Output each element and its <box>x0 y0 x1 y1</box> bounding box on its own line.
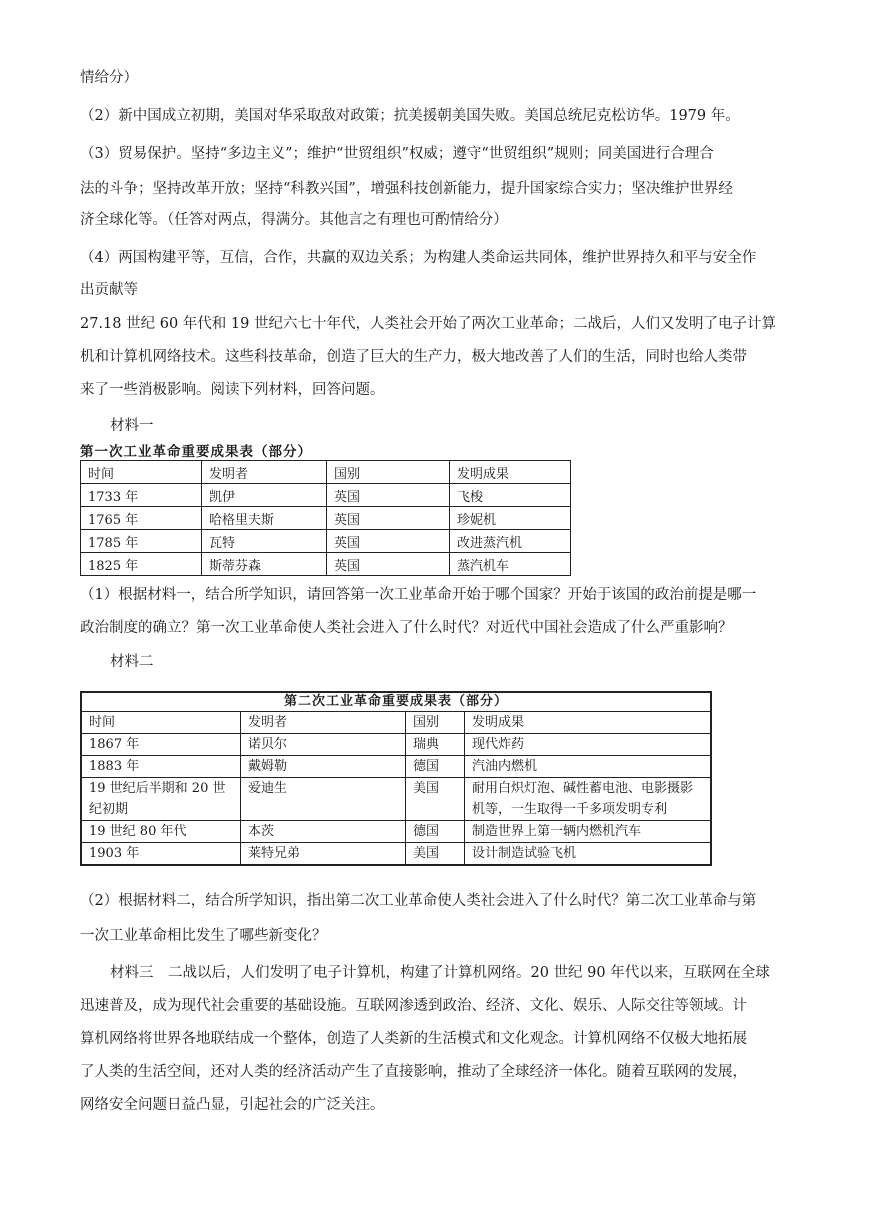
table-header-cell: 国别 <box>327 461 450 484</box>
question-27-intro-cont: 机和计算机网络技术。这些科技革命，创造了巨大的生产力，极大地改善了人们的生活，同时也给人类带 <box>80 349 747 365</box>
table-cell: 哈格里夫斯 <box>202 507 327 530</box>
table-cell: 英国 <box>327 507 450 530</box>
table-row <box>81 778 711 821</box>
table-cell: 设计制造试验飞机 <box>465 843 712 866</box>
table-2-caption: 第二次工业革命重要成果表（部分） <box>81 692 711 712</box>
question-1-text: （1）根据材料一，结合所学知识，请回答第一次工业革命开始于哪个国家？开始于该国的政治前提是哪一 <box>80 587 757 603</box>
table-cell: 1765 年 <box>81 507 202 530</box>
answer-text-line: 情给分） <box>80 70 138 86</box>
table-header-cell: 发明者 <box>202 461 327 484</box>
table-2 <box>80 691 712 866</box>
table-cell: 戴姆勒 <box>241 756 406 778</box>
question-2-text: （2）根据材料二，结合所学知识，指出第二次工业革命使人类社会进入了什么时代？第二次工业革命与第 <box>80 893 757 909</box>
material-3-text-cont: 迅速普及，成为现代社会重要的基础设施。互联网渗透到政治、经济、文化、娱乐、人际交往等领域。计 <box>80 998 747 1014</box>
table-header-row <box>81 712 711 734</box>
table-cell: 英国 <box>327 553 450 576</box>
material-3-text: 材料三 二战以后，人们发明了电子计算机，构建了计算机网络。20 世纪 90 年代以来，互联网在全球 <box>110 965 770 981</box>
material-1-label: 材料一 <box>110 418 154 434</box>
material-3-text-cont: 网络安全问题日益凸显，引起社会的广泛关注。 <box>80 1097 385 1113</box>
table-cell: 英国 <box>327 484 450 507</box>
material-2-label: 材料二 <box>110 654 154 670</box>
table-header-cell: 国别 <box>406 712 465 734</box>
table-cell: 改进蒸汽机 <box>450 530 571 553</box>
table-header-cell: 时间 <box>81 712 241 734</box>
table-cell: 凯伊 <box>202 484 327 507</box>
question-27-intro: 27.18 世纪 60 年代和 19 世纪六七十年代，人类社会开始了两次工业革命；二战后，人们又发明了电子计算 <box>80 316 776 332</box>
table-cell: 爱迪生 <box>241 778 406 821</box>
table-row <box>81 734 711 756</box>
table-cell: 1785 年 <box>81 530 202 553</box>
table-cell: 耐用白炽灯泡、碱性蓄电池、电影摄影机等，一生取得一千多项发明专利 <box>465 778 712 821</box>
table-cell: 德国 <box>406 756 465 778</box>
table-cell: 本茨 <box>241 821 406 843</box>
table-cell: 瓦特 <box>202 530 327 553</box>
table-cell: 美国 <box>406 843 465 866</box>
table-row <box>81 756 711 778</box>
table-header-cell: 时间 <box>81 461 202 484</box>
table-row <box>81 530 571 553</box>
table-cell: 英国 <box>327 530 450 553</box>
table-row <box>81 821 711 843</box>
answer-3-text-cont: 济全球化等。（任答对两点，得满分。其他言之有理也可酌情给分） <box>80 212 508 228</box>
table-row <box>81 507 571 530</box>
table-header-cell: 发明者 <box>241 712 406 734</box>
table-cell: 飞梭 <box>450 484 571 507</box>
question-2-text-cont: 一次工业革命相比发生了哪些新变化？ <box>80 928 327 944</box>
table-cell: 制造世界上第一辆内燃机汽车 <box>465 821 712 843</box>
table-cell: 现代炸药 <box>465 734 712 756</box>
table-cell: 1733 年 <box>81 484 202 507</box>
table-header-cell: 发明成果 <box>450 461 571 484</box>
table-cell: 瑞典 <box>406 734 465 756</box>
table-row <box>81 843 711 866</box>
table-cell: 德国 <box>406 821 465 843</box>
question-1-text-cont: 政治制度的确立？第一次工业革命使人类社会进入了什么时代？对近代中国社会造成了什么严重影响？ <box>80 620 733 636</box>
answer-2-text: （2）新中国成立初期，美国对华采取敌对政策；抗美援朝美国失败。美国总统尼克松访华。1979 年。 <box>80 108 740 124</box>
answer-3-text-cont: 法的斗争；坚持改革开放；坚持“科教兴国”，增强科技创新能力，提升国家综合实力；坚决维护世界经 <box>80 181 733 197</box>
table-cell: 1867 年 <box>81 734 241 756</box>
table-cell: 1825 年 <box>81 553 202 576</box>
material-3-text-cont: 了人类的生活空间，还对人类的经济活动产生了直接影响，推动了全球经济一体化。随着互联网的发展， <box>80 1064 747 1080</box>
answer-4-text-cont: 出贡献等 <box>80 282 138 298</box>
table-1 <box>80 460 571 576</box>
table-cell: 19 世纪 80 年代 <box>81 821 241 843</box>
table-caption-row <box>81 692 711 712</box>
table-header-row <box>81 461 571 484</box>
table-cell: 19 世纪后半期和 20 世纪初期 <box>81 778 241 821</box>
table-row <box>81 484 571 507</box>
table-header-cell: 发明成果 <box>465 712 712 734</box>
table-cell: 汽油内燃机 <box>465 756 712 778</box>
table-cell: 1883 年 <box>81 756 241 778</box>
table-cell: 1903 年 <box>81 843 241 866</box>
table-1-caption: 第一次工业革命重要成果表（部分） <box>80 444 312 460</box>
table-cell: 美国 <box>406 778 465 821</box>
table-row <box>81 553 571 576</box>
question-27-intro-cont: 来了一些消极影响。阅读下列材料，回答问题。 <box>80 382 385 398</box>
table-cell: 蒸汽机车 <box>450 553 571 576</box>
answer-4-text: （4）两国构建平等，互信，合作，共赢的双边关系；为构建人类命运共同体，维护世界持久和平与安全作 <box>80 250 757 266</box>
answer-3-text: （3）贸易保护。坚持“多边主义”；维护“世贸组织”权威；遵守“世贸组织”规则；同美国进行合理合 <box>80 146 714 162</box>
table-cell: 斯蒂芬森 <box>202 553 327 576</box>
table-cell: 莱特兄弟 <box>241 843 406 866</box>
material-3-text-cont: 算机网络将世界各地联结成一个整体，创造了人类新的生活模式和文化观念。计算机网络不仅极大地拓展 <box>80 1031 747 1047</box>
table-cell: 诺贝尔 <box>241 734 406 756</box>
table-cell: 珍妮机 <box>450 507 571 530</box>
